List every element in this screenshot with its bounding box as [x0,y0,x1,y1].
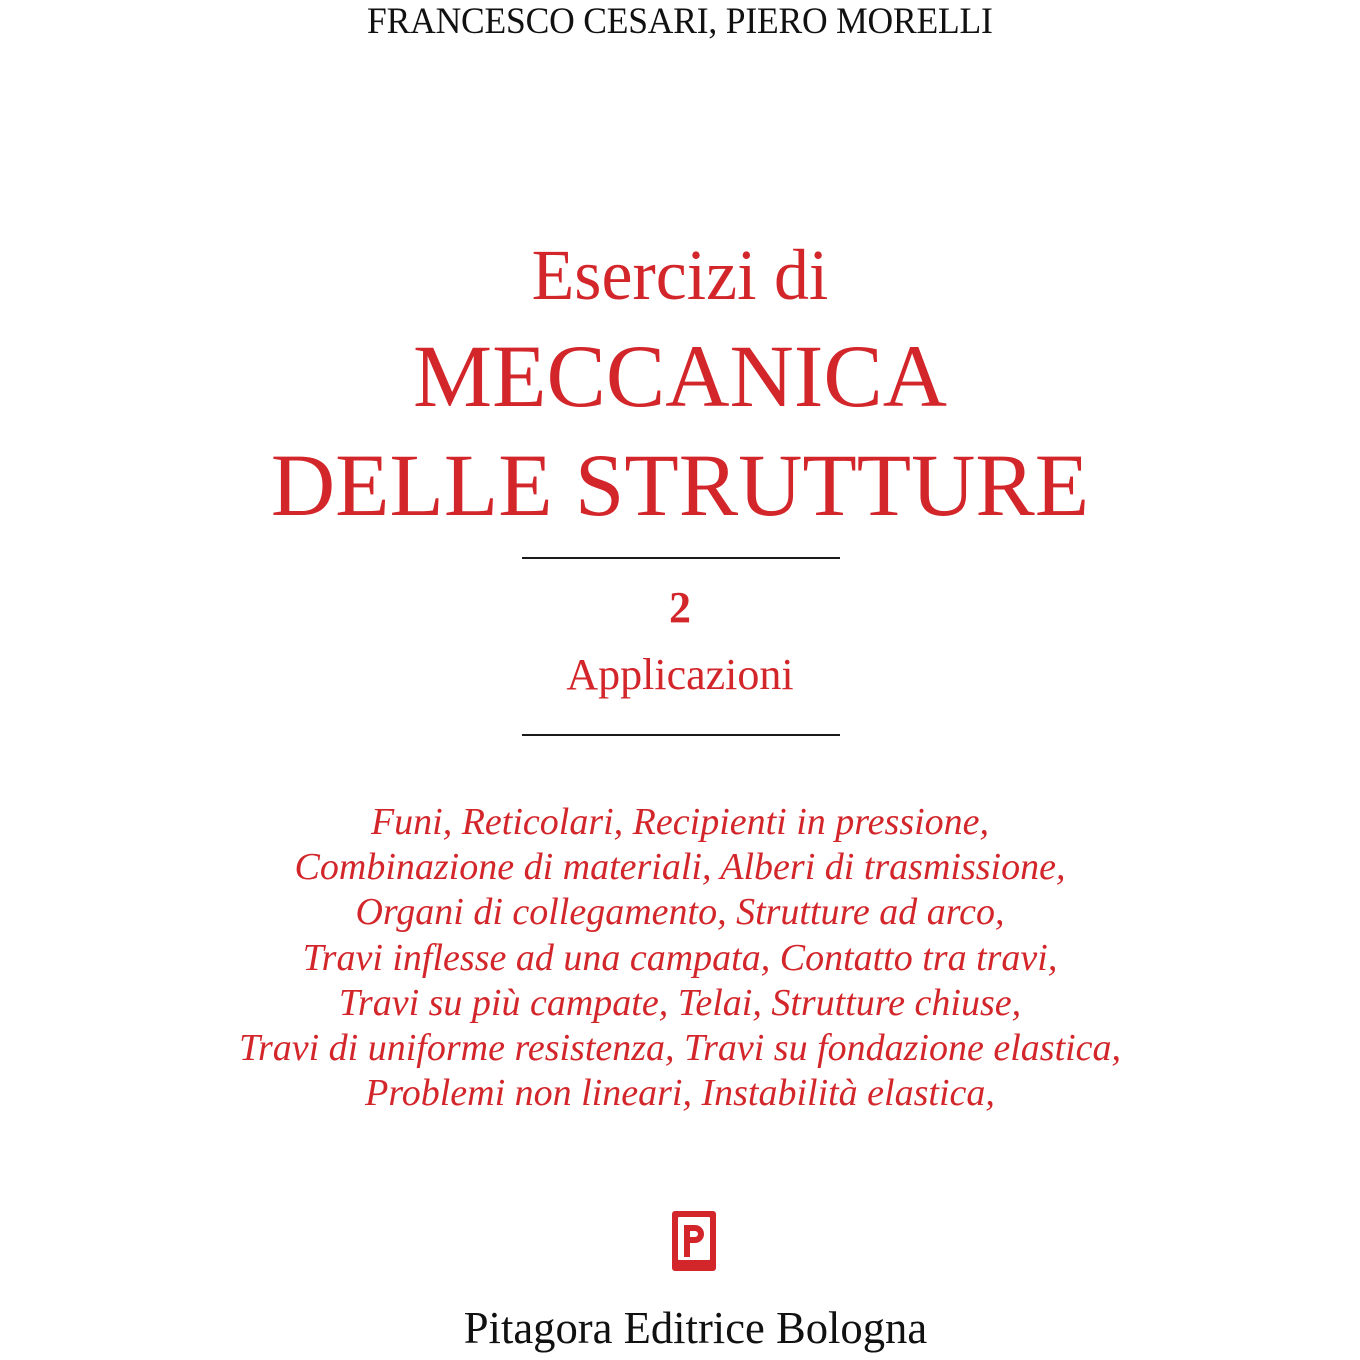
topic-line: Organi di collegamento, Strutture ad arco, [355,891,1005,934]
title-line-2: MECCANICA [412,328,948,426]
topic-line: Problemi non lineari, Instabilità elastica, [365,1072,995,1115]
title-line-3: DELLE STRUTTURE [270,437,1090,535]
publisher-logo-icon [671,1210,717,1272]
topics-list [0,800,1360,1116]
publisher-name: Pitagora Editrice Bologna [463,1302,928,1353]
topic-line: Combinazione di materiali, Alberi di trasmissione, [294,846,1066,889]
authors-text: FRANCESCO CESARI, PIERO MORELLI [367,1,993,42]
topic-line: Funi, Reticolari, Recipienti in pressione, [370,801,990,843]
authors [27,0,1333,44]
title-line-1: Esercizi di [531,235,829,315]
volume-number: 2 [669,583,691,632]
divider-top [522,557,840,559]
topic-line: Travi su più campate, Telai, Strutture chiuse, [338,981,1022,1024]
divider-bottom [522,734,840,736]
topic-line: Travi inflesse ad una campata, Contatto tra travi, [302,936,1058,979]
volume-subtitle: Applicazioni [566,650,794,699]
topic-line: Travi di uniforme resistenza, Travi su fondazione elastica, [238,1027,1122,1070]
